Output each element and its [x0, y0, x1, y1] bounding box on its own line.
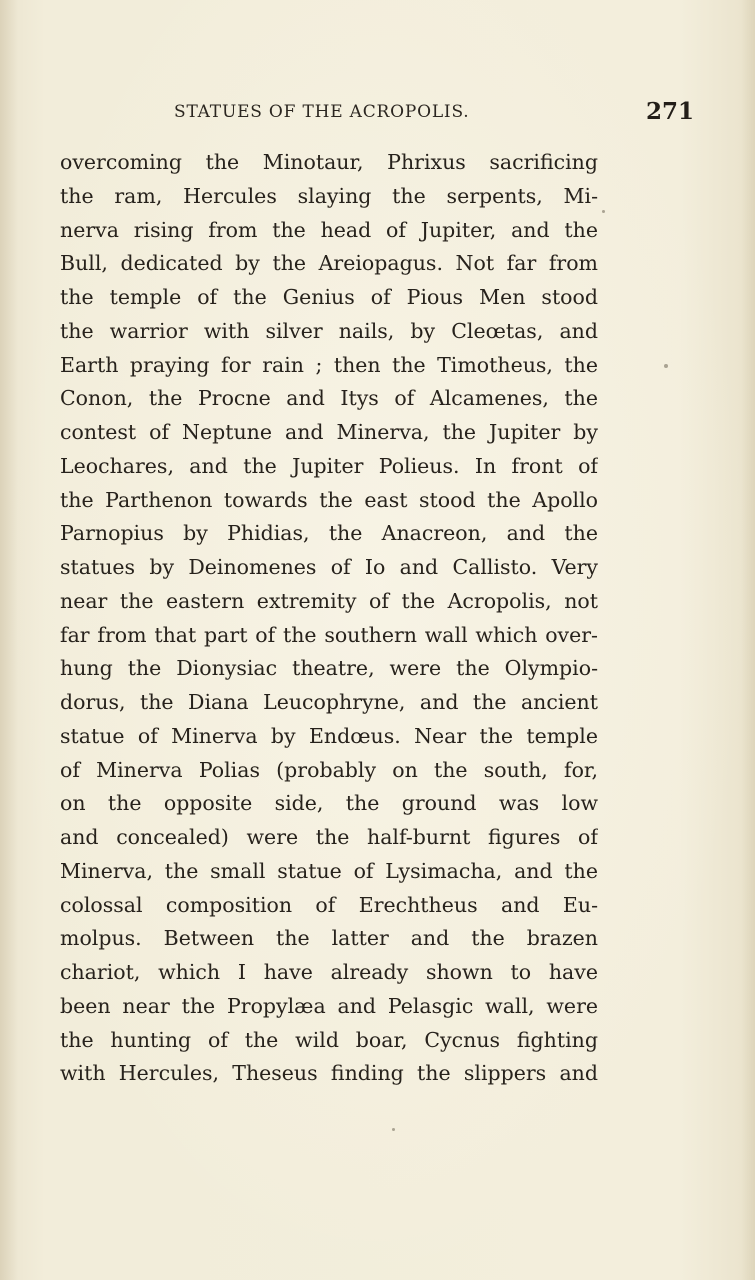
text-line: Leochares, and the Jupiter Polieus. In front of [60, 453, 598, 478]
text-line: Conon, the Procne and Itys of Alcamenes, the [60, 386, 598, 411]
text-line: molpus. Between the latter and the brazen [60, 926, 598, 951]
text-line: nerva rising from the head of Jupiter, and the [60, 217, 598, 242]
text-line: statue of Minerva by Endœus. Near the temple [60, 723, 598, 748]
text-line: on the opposite side, the ground was low [60, 791, 598, 816]
text-line: the ram, Hercules slaying the serpents, Mi- [60, 183, 598, 208]
page-number: 271 [645, 98, 694, 125]
text-line: Parnopius by Phidias, the Anacreon, and the [60, 521, 598, 546]
text-line: and concealed) were the half-burnt figures of [60, 825, 598, 849]
text-line: colossal composition of Erechtheus and Eu- [60, 892, 598, 917]
running-head: STATUES OF THE ACROPOLIS. [174, 102, 470, 122]
text-line: the hunting of the wild boar, Cycnus fighting [60, 1027, 598, 1052]
text-line: chariot, which I have already shown to have [60, 960, 598, 984]
text-line: been near the Propylæa and Pelasgic wall, were [60, 993, 598, 1018]
text-line: far from that part of the southern wall which over- [60, 622, 598, 647]
text-line: Minerva, the small statue of Lysimacha, and the [60, 858, 598, 883]
text-line: statues by Deinomenes of Io and Callisto. Very [60, 555, 598, 579]
text-line: with Hercules, Theseus finding the slippers and [60, 1061, 598, 1086]
page-header [60, 96, 700, 130]
page-edge-shadow [741, 0, 755, 1280]
paper-speck [392, 1128, 395, 1131]
text-line: near the eastern extremity of the Acropolis, not [60, 588, 598, 613]
text-line: the temple of the Genius of Pious Men stood [60, 285, 598, 309]
text-line: dorus, the Diana Leucophryne, and the ancient [60, 690, 598, 714]
body-text [60, 146, 598, 1091]
text-line: hung the Dionysiac theatre, were the Olympio- [60, 656, 598, 681]
text-line: the Parthenon towards the east stood the Apollo [60, 487, 598, 512]
text-line: of Minerva Polias (probably on the south, for, [60, 757, 598, 782]
text-line: contest of Neptune and Minerva, the Jupiter by [60, 420, 598, 444]
spine-shadow [0, 0, 18, 1280]
text-line: overcoming the Minotaur, Phrixus sacrificing [60, 150, 598, 174]
text-line: the warrior with silver nails, by Cleœtas, and [60, 318, 598, 343]
text-line: Earth praying for rain ; then the Timotheus, the [60, 352, 598, 377]
paper-speck [602, 210, 605, 213]
text-line: Bull, dedicated by the Areiopagus. Not far from [60, 251, 598, 276]
paper-speck [664, 364, 668, 368]
